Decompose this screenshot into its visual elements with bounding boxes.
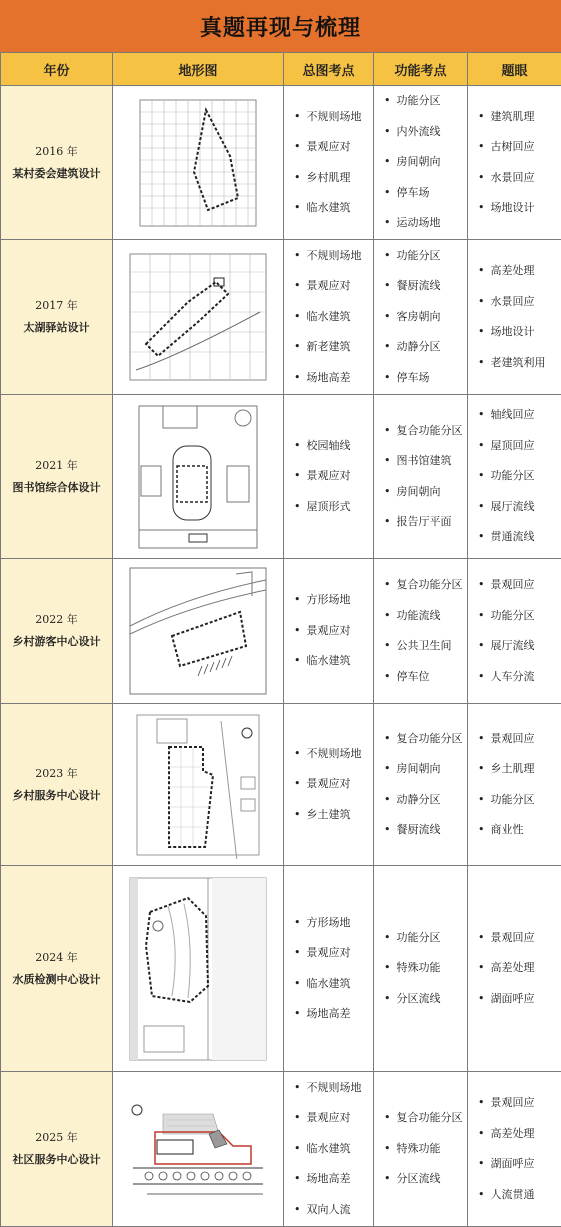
- site-map-image: [133, 402, 263, 552]
- list-item: • 高差处理: [478, 256, 561, 287]
- list-item: • 复合功能分区: [384, 1103, 467, 1134]
- list-item: • 动静分区: [384, 785, 467, 816]
- site-map-cell: [113, 866, 284, 1072]
- list-item: • 图书馆建筑: [384, 446, 467, 477]
- list-item: • 特殊功能: [384, 1134, 467, 1165]
- site-map-cell: [113, 559, 284, 704]
- table-row: [1, 395, 561, 559]
- key-points-cell: [468, 240, 561, 395]
- key-points-cell: [468, 395, 561, 559]
- list-item: • 湖面呼应: [478, 984, 561, 1015]
- year-text: 2016 年: [1, 141, 112, 163]
- list-item: • 贯通流线: [478, 522, 561, 553]
- site-map-cell: [113, 1072, 284, 1227]
- site-map-cell: [113, 86, 284, 240]
- project-name: 太湖驿站设计: [1, 317, 112, 339]
- table-row: [1, 86, 561, 240]
- table-row: [1, 240, 561, 395]
- list-item: • 复合功能分区: [384, 724, 467, 755]
- list-item: • 公共卫生间: [384, 631, 467, 662]
- list-item: • 房间朝向: [384, 754, 467, 785]
- site-points-cell: [284, 559, 374, 704]
- project-name: 乡村游客中心设计: [1, 631, 112, 653]
- function-points-cell: [374, 395, 468, 559]
- list-item: • 内外流线: [384, 117, 467, 148]
- list-item: • 景观回应: [478, 724, 561, 755]
- list-item: • 校园轴线: [294, 431, 373, 462]
- list-item: • 功能分区: [478, 461, 561, 492]
- list-item: • 屋顶形式: [294, 492, 373, 523]
- list-item: • 景观应对: [294, 616, 373, 647]
- list-item: • 不规则场地: [294, 739, 373, 770]
- list-item: • 景观应对: [294, 938, 373, 969]
- site-map-cell: [113, 704, 284, 866]
- list-item: • 景观应对: [294, 1103, 373, 1134]
- list-item: • 动静分区: [384, 332, 467, 363]
- site-map-image: [123, 1094, 273, 1204]
- list-item: • 景观回应: [478, 923, 561, 954]
- key-points-cell: [468, 86, 561, 240]
- list-item: • 运动场地: [384, 208, 467, 239]
- list-item: • 商业性: [478, 815, 561, 846]
- list-item: • 特殊功能: [384, 953, 467, 984]
- list-item: • 功能分区: [384, 241, 467, 272]
- site-points-cell: [284, 395, 374, 559]
- header-key-points: 题眼: [468, 53, 561, 86]
- function-points-cell: [374, 866, 468, 1072]
- header-function-points: 功能考点: [374, 53, 468, 86]
- year-cell: [1, 866, 113, 1072]
- list-item: • 临水建筑: [294, 302, 373, 333]
- list-item: • 停车场: [384, 363, 467, 394]
- function-points-cell: [374, 704, 468, 866]
- list-item: • 轴线回应: [478, 400, 561, 431]
- list-item: • 餐厨流线: [384, 815, 467, 846]
- list-item: • 场地高差: [294, 999, 373, 1030]
- key-points-cell: [468, 1072, 561, 1227]
- list-item: • 不规则场地: [294, 102, 373, 133]
- site-map-image: [128, 252, 268, 382]
- list-item: • 展厅流线: [478, 631, 561, 662]
- list-item: • 乡土建筑: [294, 800, 373, 831]
- list-item: • 建筑肌理: [478, 102, 561, 133]
- function-points-cell: [374, 1072, 468, 1227]
- list-item: • 水景回应: [478, 163, 561, 194]
- table-row: [1, 559, 561, 704]
- site-map-image: [128, 566, 268, 696]
- year-cell: [1, 86, 113, 240]
- function-points-cell: [374, 559, 468, 704]
- list-item: • 景观应对: [294, 132, 373, 163]
- list-item: • 场地设计: [478, 193, 561, 224]
- project-name: 某村委会建筑设计: [1, 163, 112, 185]
- list-item: • 客房朝向: [384, 302, 467, 333]
- list-item: • 报告厅平面: [384, 507, 467, 538]
- list-item: • 古树回应: [478, 132, 561, 163]
- list-item: • 分区流线: [384, 984, 467, 1015]
- year-cell: [1, 559, 113, 704]
- list-item: • 高差处理: [478, 953, 561, 984]
- list-item: • 房间朝向: [384, 477, 467, 508]
- list-item: • 人流贯通: [478, 1180, 561, 1211]
- list-item: • 不规则场地: [294, 241, 373, 272]
- site-map-image: [138, 98, 258, 228]
- year-text: 2022 年: [1, 609, 112, 631]
- list-item: • 景观回应: [478, 570, 561, 601]
- table-row: [1, 704, 561, 866]
- table-header-row: [1, 53, 561, 86]
- list-item: • 功能流线: [384, 601, 467, 632]
- list-item: • 复合功能分区: [384, 570, 467, 601]
- header-site-map: 地形图: [113, 53, 284, 86]
- project-name: 社区服务中心设计: [1, 1149, 112, 1171]
- function-points-cell: [374, 240, 468, 395]
- list-item: • 复合功能分区: [384, 416, 467, 447]
- list-item: • 屋顶回应: [478, 431, 561, 462]
- table-row: [1, 866, 561, 1072]
- list-item: • 功能分区: [384, 86, 467, 117]
- list-item: • 分区流线: [384, 1164, 467, 1195]
- site-map-cell: [113, 395, 284, 559]
- list-item: • 功能分区: [384, 923, 467, 954]
- site-points-cell: [284, 704, 374, 866]
- list-item: • 展厅流线: [478, 492, 561, 523]
- function-points-cell: [374, 86, 468, 240]
- list-item: • 水景回应: [478, 287, 561, 318]
- site-points-cell: [284, 1072, 374, 1227]
- key-points-cell: [468, 704, 561, 866]
- list-item: • 景观应对: [294, 461, 373, 492]
- site-map-image: [128, 876, 268, 1062]
- list-item: • 双向人流: [294, 1195, 373, 1226]
- list-item: • 不规则场地: [294, 1073, 373, 1104]
- list-item: • 房间朝向: [384, 147, 467, 178]
- list-item: • 临水建筑: [294, 969, 373, 1000]
- list-item: • 景观应对: [294, 271, 373, 302]
- page-title: 真题再现与梳理: [0, 0, 561, 52]
- list-item: • 功能分区: [478, 785, 561, 816]
- table-row: [1, 1072, 561, 1227]
- year-cell: [1, 1072, 113, 1227]
- year-text: 2024 年: [1, 947, 112, 969]
- year-text: 2021 年: [1, 455, 112, 477]
- list-item: • 高差处理: [478, 1119, 561, 1150]
- list-item: • 临水建筑: [294, 193, 373, 224]
- list-item: • 湖面呼应: [478, 1149, 561, 1180]
- project-name: 乡村服务中心设计: [1, 785, 112, 807]
- year-text: 2023 年: [1, 763, 112, 785]
- list-item: • 乡土肌理: [478, 754, 561, 785]
- list-item: • 新老建筑: [294, 332, 373, 363]
- list-item: • 场地高差: [294, 1164, 373, 1195]
- list-item: • 临水建筑: [294, 1134, 373, 1165]
- list-item: • 场地设计: [478, 317, 561, 348]
- list-item: • 人车分流: [478, 662, 561, 693]
- list-item: • 乡村肌理: [294, 163, 373, 194]
- key-points-cell: [468, 559, 561, 704]
- list-item: • 餐厨流线: [384, 271, 467, 302]
- project-name: 水质检测中心设计: [1, 969, 112, 991]
- year-cell: [1, 240, 113, 395]
- year-cell: [1, 704, 113, 866]
- header-site-points: 总图考点: [284, 53, 374, 86]
- year-text: 2025 年: [1, 1127, 112, 1149]
- year-text: 2017 年: [1, 295, 112, 317]
- project-name: 图书馆综合体设计: [1, 477, 112, 499]
- key-points-cell: [468, 866, 561, 1072]
- site-map-cell: [113, 240, 284, 395]
- site-map-image: [133, 711, 263, 859]
- list-item: • 方形场地: [294, 585, 373, 616]
- list-item: • 临水建筑: [294, 646, 373, 677]
- list-item: • 功能分区: [478, 601, 561, 632]
- list-item: • 停车位: [384, 662, 467, 693]
- header-year: 年份: [1, 53, 113, 86]
- list-item: • 景观回应: [478, 1088, 561, 1119]
- list-item: • 景观应对: [294, 769, 373, 800]
- list-item: • 老建筑利用: [478, 348, 561, 379]
- list-item: • 方形场地: [294, 908, 373, 939]
- site-points-cell: [284, 240, 374, 395]
- summary-table: [0, 52, 561, 1227]
- site-points-cell: [284, 86, 374, 240]
- list-item: • 停车场: [384, 178, 467, 209]
- list-item: • 场地高差: [294, 363, 373, 394]
- site-points-cell: [284, 866, 374, 1072]
- year-cell: [1, 395, 113, 559]
